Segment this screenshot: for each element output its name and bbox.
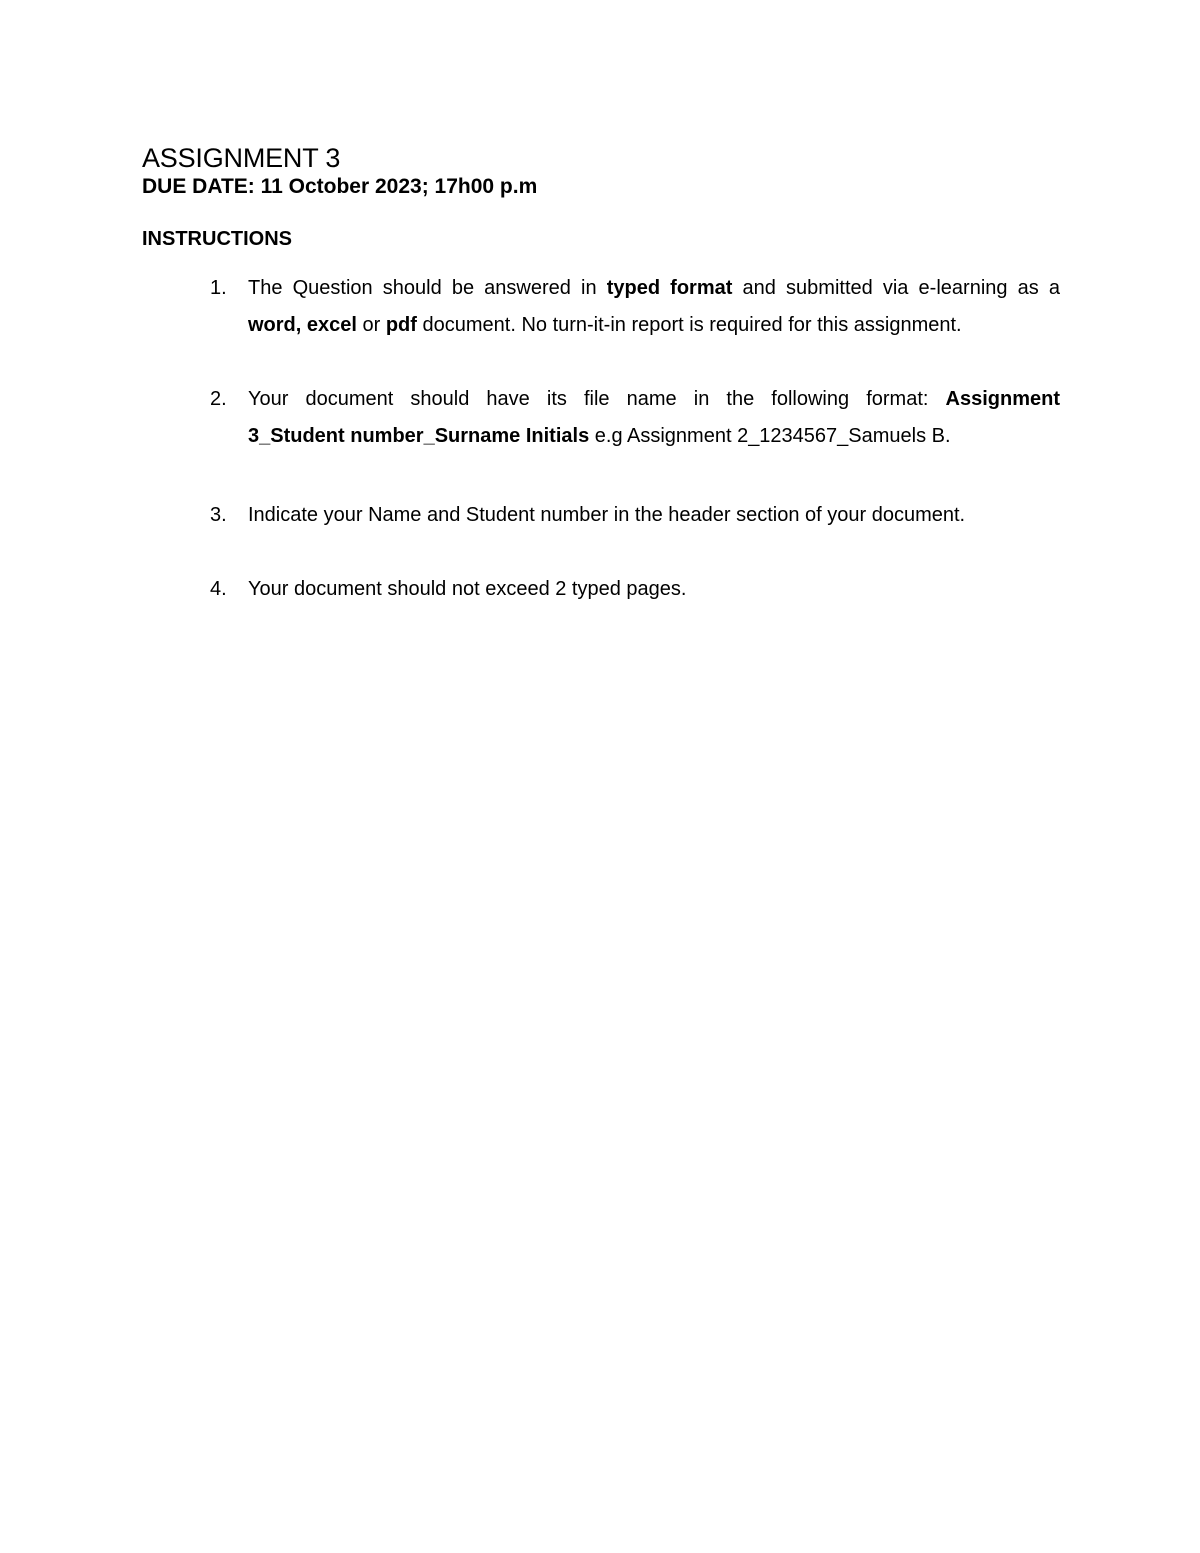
bold-text-run: Assignment (945, 388, 1060, 410)
instruction-line (248, 571, 1060, 608)
instruction-number: 2. (210, 388, 227, 410)
bold-text-run: word, excel (248, 314, 357, 336)
document-title: ASSIGNMENT 3 (142, 143, 341, 173)
instruction-text (248, 381, 1060, 455)
instruction-line (248, 270, 1060, 307)
instruction-number: 3. (210, 504, 227, 526)
instruction-text (248, 497, 1060, 534)
instruction-item-4 (210, 571, 1060, 608)
text-run: document. No turn-it-in report is required for this assignment. (416, 314, 962, 336)
text-run: or (356, 314, 386, 336)
instruction-line (248, 497, 1060, 534)
bold-text-run: pdf (385, 314, 417, 336)
bold-text-run: typed format (606, 277, 733, 299)
instruction-line (248, 307, 1060, 344)
instruction-line (248, 381, 1060, 418)
instruction-text (248, 270, 1060, 344)
instructions-heading: INSTRUCTIONS (142, 228, 292, 250)
instruction-item-1 (210, 270, 1060, 344)
bold-text-run: 3_Student number_Surname Initials (248, 425, 590, 447)
due-date: DUE DATE: 11 October 2023; 17h00 p.m (142, 175, 538, 198)
text-run: The Question should be answered in (248, 277, 607, 299)
text-run: e.g Assignment 2_1234567_Samuels B. (589, 425, 951, 447)
instruction-item-3 (210, 497, 1060, 534)
instruction-item-2 (210, 381, 1060, 455)
text-run: and submitted via e-learning as a (732, 277, 1060, 299)
instruction-line (248, 418, 1060, 455)
instruction-number: 1. (210, 277, 227, 299)
text-run: Your document should have its file name in the following format: (248, 388, 946, 410)
text-run: Your document should not exceed 2 typed pages. (248, 578, 687, 600)
instruction-number: 4. (210, 578, 227, 600)
text-run: Indicate your Name and Student number in the header section of your document. (248, 504, 966, 526)
instruction-text (248, 571, 1060, 608)
